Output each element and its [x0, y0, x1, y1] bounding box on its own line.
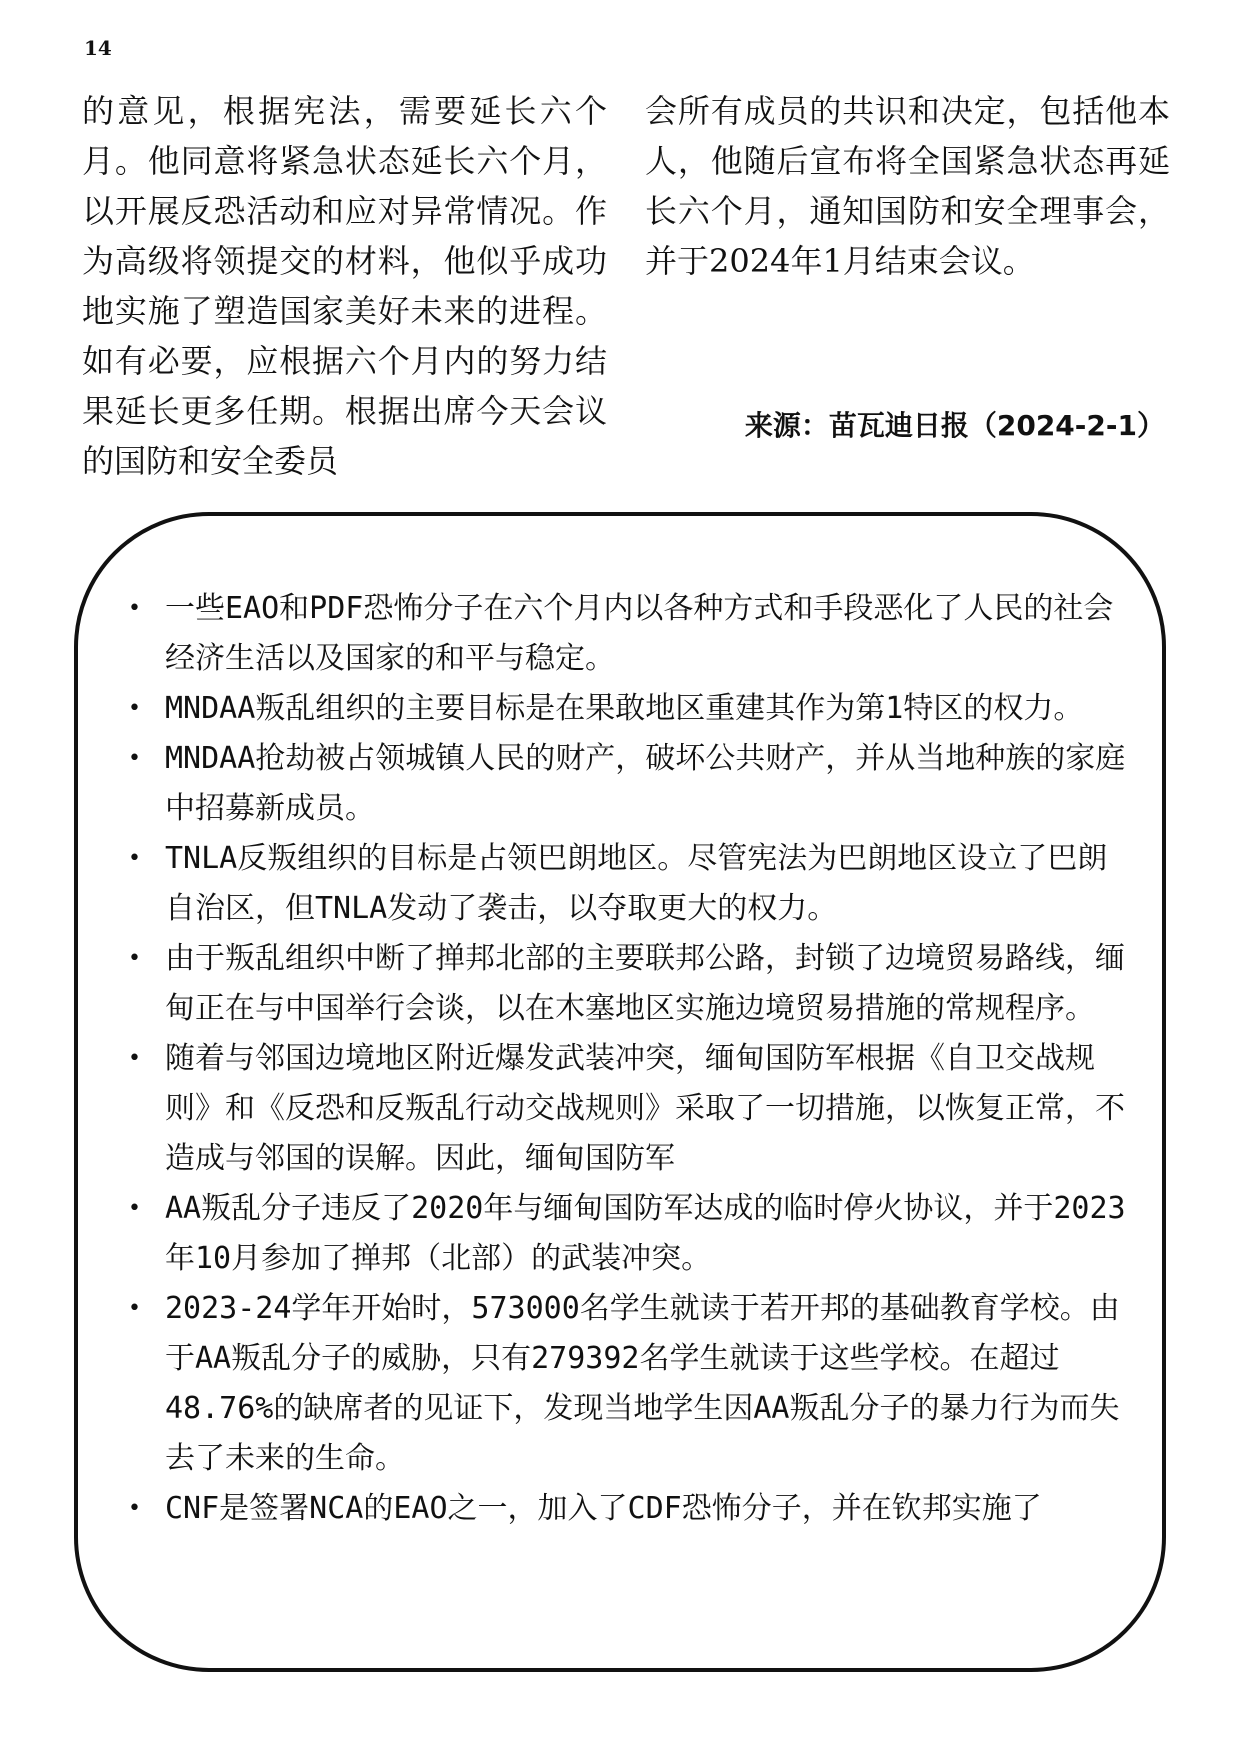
list-item: [128, 584, 1128, 684]
page-number: 14: [84, 36, 112, 60]
list-item-text: MNDAA抢劫被占领城镇人民的财产，破坏公共财产，并从当地种族的家庭中招募新成员。: [165, 741, 1126, 826]
list-item-text: TNLA反叛组织的目标是占领巴朗地区。尽管宪法为巴朗地区设立了巴朗自治区，但TNLA发动了袭击，以夺取更大的权力。: [165, 841, 1108, 926]
bullet-icon: •: [128, 1296, 141, 1321]
list-item-text: MNDAA叛乱组织的主要目标是在果敢地区重建其作为第1特区的权力。: [165, 691, 1084, 726]
summary-box: [74, 512, 1166, 1672]
bullet-icon: •: [128, 696, 141, 721]
bullet-icon: •: [128, 746, 141, 771]
list-item: [128, 734, 1128, 834]
bullet-icon: •: [128, 596, 141, 621]
list-item: [128, 1284, 1128, 1484]
bullet-icon: •: [128, 946, 141, 971]
list-item-text: AA叛乱分子违反了2020年与缅甸国防军达成的临时停火协议，并于2023年10月参加了掸邦（北部）的武装冲突。: [165, 1191, 1126, 1276]
bullet-list: [128, 584, 1128, 1534]
bullet-icon: •: [128, 846, 141, 871]
list-item: [128, 834, 1128, 934]
bullet-icon: •: [128, 1196, 141, 1221]
list-item: [128, 1184, 1128, 1284]
left-column: [82, 86, 607, 486]
bullet-icon: •: [128, 1046, 141, 1071]
right-column-paragraph: 会所有成员的共识和决定，包括他本人，他随后宣布将全国紧急状态再延长六个月，通知国防和安全理事会，并于2024年1月结束会议。: [645, 92, 1170, 280]
list-item-text: 由于叛乱组织中断了掸邦北部的主要联邦公路，封锁了边境贸易路线，缅甸正在与中国举行会谈，以在木塞地区实施边境贸易措施的常规程序。: [165, 941, 1125, 1026]
bullet-icon: •: [128, 1496, 141, 1521]
list-item-text: CNF是签署NCA的EAO之一，加入了CDF恐怖分子，并在钦邦实施了: [165, 1491, 1042, 1526]
list-item: [128, 934, 1128, 1034]
list-item-text: 随着与邻国边境地区附近爆发武装冲突，缅甸国防军根据《自卫交战规则》和《反恐和反叛乱行动交战规则》采取了一切措施，以恢复正常，不造成与邻国的误解。因此，缅甸国防军: [165, 1041, 1125, 1176]
list-item-text: 一些EAO和PDF恐怖分子在六个月内以各种方式和手段恶化了人民的社会经济生活以及国家的和平与稳定。: [165, 591, 1114, 676]
left-column-paragraph: 的意见，根据宪法，需要延长六个月。他同意将紧急状态延长六个月，以开展反恐活动和应对异常情况。作为高级将领提交的材料，他似乎成功地实施了塑造国家美好未来的进程。如有必要，应根据六个月内的努力结果延长更多任期。根据出席今天会议的国防和安全委员: [82, 92, 607, 480]
list-item: [128, 1484, 1128, 1534]
source-citation: 来源：苗瓦迪日报（2024-2-1）: [744, 409, 1165, 442]
list-item: [128, 684, 1128, 734]
list-item: [128, 1034, 1128, 1184]
list-item-text: 2023-24学年开始时，573000名学生就读于若开邦的基础教育学校。由于AA叛乱分子的威胁，只有279392名学生就读于这些学校。在超过48.76%的缺席者的见证下，发现当地学生因AA叛乱分子的暴力行为而失去了未来的生命。: [165, 1291, 1120, 1476]
right-column: [645, 86, 1170, 286]
